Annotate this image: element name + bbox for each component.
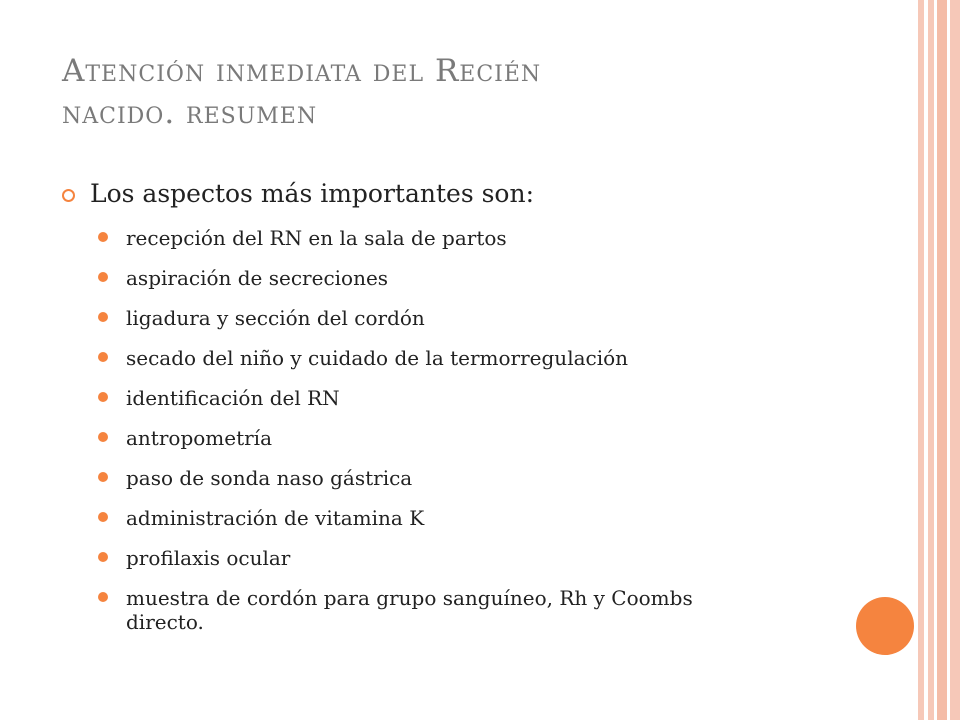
list-item [98, 466, 766, 490]
lead-bullet [62, 175, 534, 211]
list-item-text: administración de vitamina K [126, 506, 425, 530]
aspects-list [98, 226, 766, 634]
bullet-dot-icon [98, 432, 108, 442]
slide-title-line-1: Atención inmediata del Recién [62, 53, 542, 89]
bullet-dot-icon [98, 552, 108, 562]
list-item-text: aspiración de secreciones [126, 266, 389, 290]
list-item [98, 506, 766, 530]
list-item [98, 386, 766, 410]
bullet-dot-icon [98, 312, 108, 322]
decor-circle [856, 597, 914, 655]
ring-bullet-icon [62, 189, 75, 202]
bullet-dot-icon [98, 512, 108, 522]
slide-title [62, 50, 882, 134]
decor-stripe [937, 0, 947, 720]
list-item [98, 426, 766, 450]
lead-text: Los aspectos más importantes son: [90, 178, 535, 208]
list-item-text: ligadura y sección del cordón [126, 306, 425, 330]
list-item [98, 306, 766, 330]
list-item-text: muestra de cordón para grupo sanguíneo, Rh y Coombs directo. [126, 586, 693, 634]
list-item-text: secado del niño y cuidado de la termorregulación [126, 346, 629, 370]
list-item [98, 586, 766, 634]
list-item [98, 226, 766, 250]
bullet-dot-icon [98, 472, 108, 482]
list-item-text: antropometría [126, 426, 273, 450]
bullet-dot-icon [98, 232, 108, 242]
slide-title-line-2: nacido. resumen [62, 95, 318, 131]
bullet-dot-icon [98, 272, 108, 282]
list-item-text: paso de sonda naso gástrica [126, 466, 413, 490]
decor-stripe [950, 0, 960, 720]
list-item-text: identificación del RN [126, 386, 340, 410]
list-item [98, 266, 766, 290]
list-item-text: recepción del RN en la sala de partos [126, 226, 507, 250]
list-item [98, 346, 766, 370]
bullet-dot-icon [98, 392, 108, 402]
bullet-dot-icon [98, 352, 108, 362]
list-item-text: profilaxis ocular [126, 546, 291, 570]
list-item [98, 546, 766, 570]
bullet-dot-icon [98, 592, 108, 602]
